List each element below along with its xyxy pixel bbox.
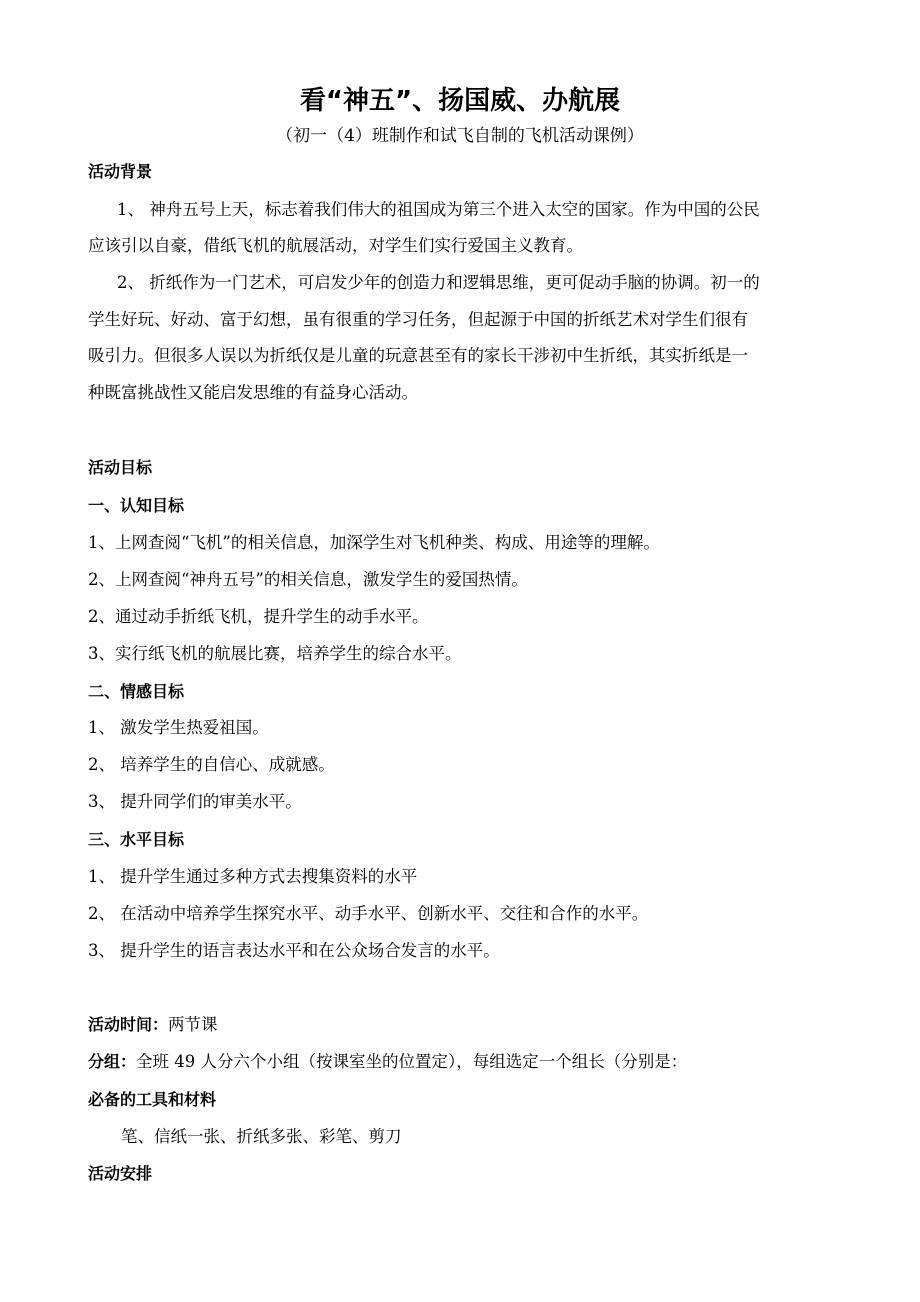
section-heading-background: 活动背景 [88, 162, 153, 181]
list-item: 2、通过动手折纸飞机，提升学生的动手水平。 [88, 607, 429, 626]
list-item: 3、 提升同学们的审美水平。 [88, 792, 302, 811]
section-heading-arrangement: 活动安排 [88, 1164, 153, 1183]
list-item: 1、 提升学生通过多种方式去搜集资料的水平 [88, 867, 418, 886]
grouping-value: 全班 49 人分六个小组（按课室坐的位置定），每组选定一个组长（分别是： [136, 1052, 688, 1071]
list-item: 1、上网查阅“飞机”的相关信息，加深学生对飞机种类、构成、用途等的理解。 [88, 533, 660, 552]
paragraph-line: 1、 神舟五号上天，标志着我们伟大的祖国成为第三个进入太空的国家。作为中国的公民 [117, 200, 760, 219]
list-item: 1、 激发学生热爱祖国。 [88, 718, 269, 737]
list-item: 3、 提升学生的语言表达水平和在公众场合发言的水平。 [88, 941, 500, 960]
list-item: 2、 培养学生的自信心、成就感。 [88, 755, 335, 774]
activity-time-value: 两节课 [168, 1015, 218, 1034]
materials-list: 笔、信纸一张、折纸多张、彩笔、剪刀 [121, 1127, 402, 1146]
list-item: 2、上网查阅“神舟五号”的相关信息，激发学生的爱国热情。 [88, 570, 528, 589]
list-item: 3、实行纸飞机的航展比赛，培养学生的综合水平。 [88, 644, 462, 663]
subsection-heading-emotional: 二、情感目标 [88, 682, 185, 701]
subsection-heading-cognitive: 一、认知目标 [88, 496, 185, 515]
paragraph-line: 吸引力。但很多人误以为折纸仅是儿童的玩意甚至有的家长干涉初中生折纸，其实折纸是一 [88, 346, 748, 365]
grouping-label: 分组： [88, 1052, 137, 1071]
activity-time [88, 1013, 833, 1037]
paragraph-line: 学生好玩、好动、富于幻想，虽有很重的学习任务，但起源于中国的折纸艺术对学生们很有 [88, 310, 748, 329]
grouping [88, 1050, 833, 1074]
list-item: 2、 在活动中培养学生探究水平、动手水平、创新水平、交往和合作的水平。 [88, 904, 649, 923]
subsection-heading-ability: 三、水平目标 [88, 830, 185, 849]
paragraph-line: 2、 折纸作为一门艺术，可启发少年的创造力和逻辑思维，更可促动手脑的协调。初一的 [117, 273, 760, 292]
section-heading-materials: 必备的工具和材料 [88, 1090, 217, 1109]
page-subtitle: （初一（4）班制作和试飞自制的飞机活动课例） [276, 126, 644, 146]
section-heading-goals: 活动目标 [88, 458, 153, 477]
page-title: 看“神五”、扬国威、办航展 [299, 86, 621, 116]
paragraph-line: 应该引以自豪，借纸飞机的航展活动，对学生们实行爱国主义教育。 [88, 236, 583, 255]
activity-time-label: 活动时间： [88, 1015, 169, 1034]
paragraph-line: 种既富挑战性又能启发思维的有益身心活动。 [88, 383, 418, 402]
